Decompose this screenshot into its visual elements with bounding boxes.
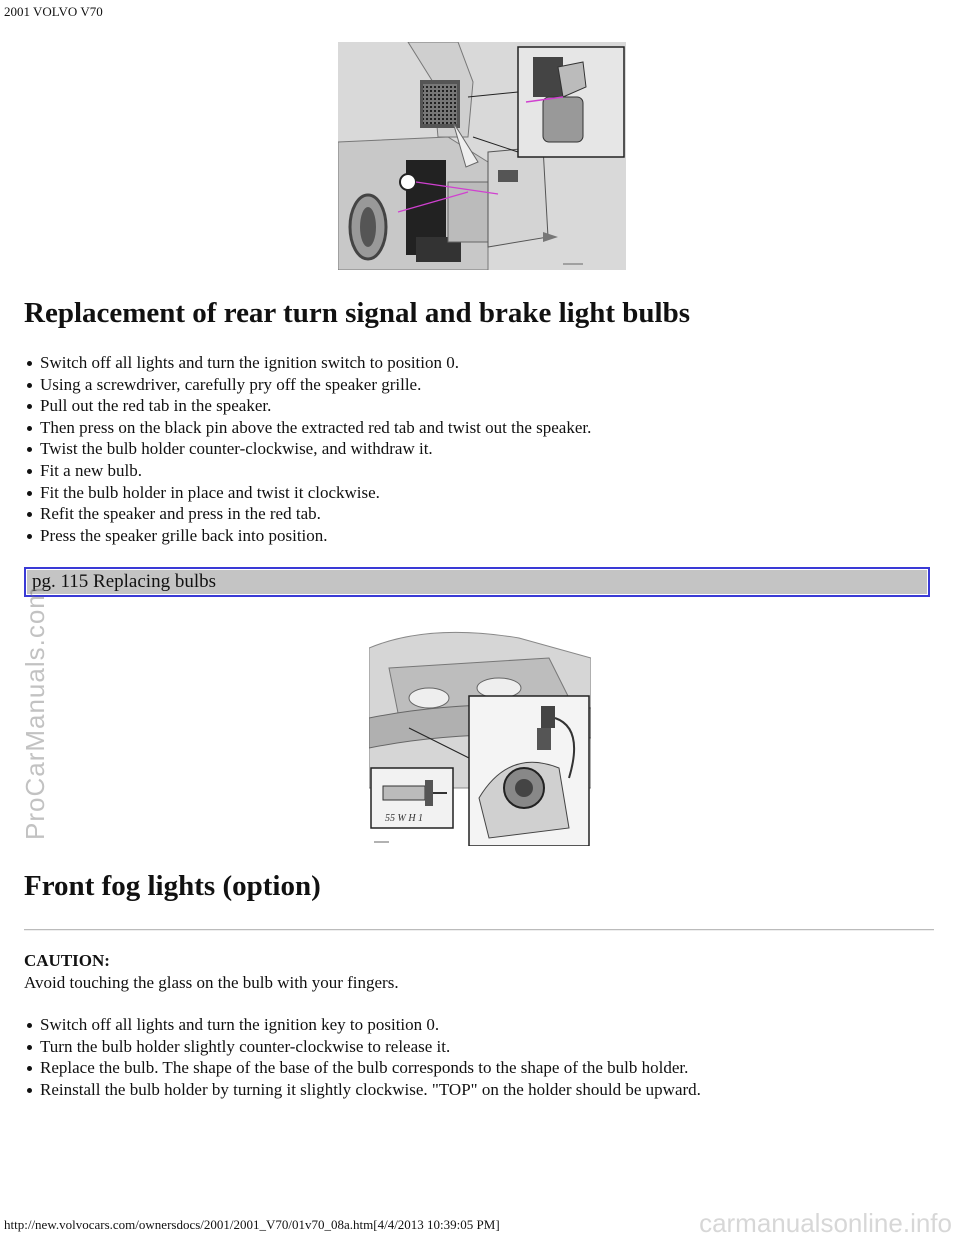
list-item: Turn the bulb holder slightly counter-clockwise to release it. <box>24 1036 701 1058</box>
list-item: Replace the bulb. The shape of the base of the bulb corresponds to the shape of the bulb holder. <box>24 1057 701 1079</box>
list-item: Reinstall the bulb holder by turning it slightly clockwise. "TOP" on the holder should be upward. <box>24 1079 701 1101</box>
document-header-title: 2001 VOLVO V70 <box>4 4 103 19</box>
list-item: Twist the bulb holder counter-clockwise, and withdraw it. <box>24 438 591 460</box>
list-item: Using a screwdriver, carefully pry off the speaker grille. <box>24 374 591 396</box>
list-item: Refit the speaker and press in the red tab. <box>24 503 591 525</box>
fog-light-illustration <box>369 628 591 846</box>
caution-title: CAUTION: <box>24 951 110 970</box>
list-item: Then press on the black pin above the extracted red tab and twist out the speaker. <box>24 417 591 439</box>
section-heading-fog-lights: Front fog lights (option) <box>24 870 321 902</box>
list-item: Fit a new bulb. <box>24 460 591 482</box>
list-item: Switch off all lights and turn the ignition key to position 0. <box>24 1014 701 1036</box>
watermark-carmanualsonline: carmanualsonline.info <box>699 1208 952 1238</box>
list-item: Pull out the red tab in the speaker. <box>24 395 591 417</box>
caution-text: Avoid touching the glass on the bulb with your fingers. <box>24 973 399 992</box>
section-heading-rear-lights: Replacement of rear turn signal and brake light bulbs <box>24 297 690 329</box>
watermark-procarmanuals: ProCarManuals.com <box>20 586 50 840</box>
bulb-code-label: 55 W H 1 <box>385 813 424 824</box>
footer-source-url: http://new.volvocars.com/ownersdocs/2001/2001_V70/01v70_08a.htm[4/4/2013 10:39:05 PM] <box>4 1217 500 1232</box>
list-item: Press the speaker grille back into position. <box>24 525 591 547</box>
list-item: Fit the bulb holder in place and twist it clockwise. <box>24 482 591 504</box>
list-item: Switch off all lights and turn the ignition switch to position 0. <box>24 352 591 374</box>
page-reference-bar: pg. 115 Replacing bulbs <box>24 567 930 597</box>
rear-light-steps-list <box>24 352 591 546</box>
section-divider <box>24 929 934 931</box>
fog-light-steps-list <box>24 1014 701 1100</box>
rear-light-illustration <box>338 42 626 270</box>
